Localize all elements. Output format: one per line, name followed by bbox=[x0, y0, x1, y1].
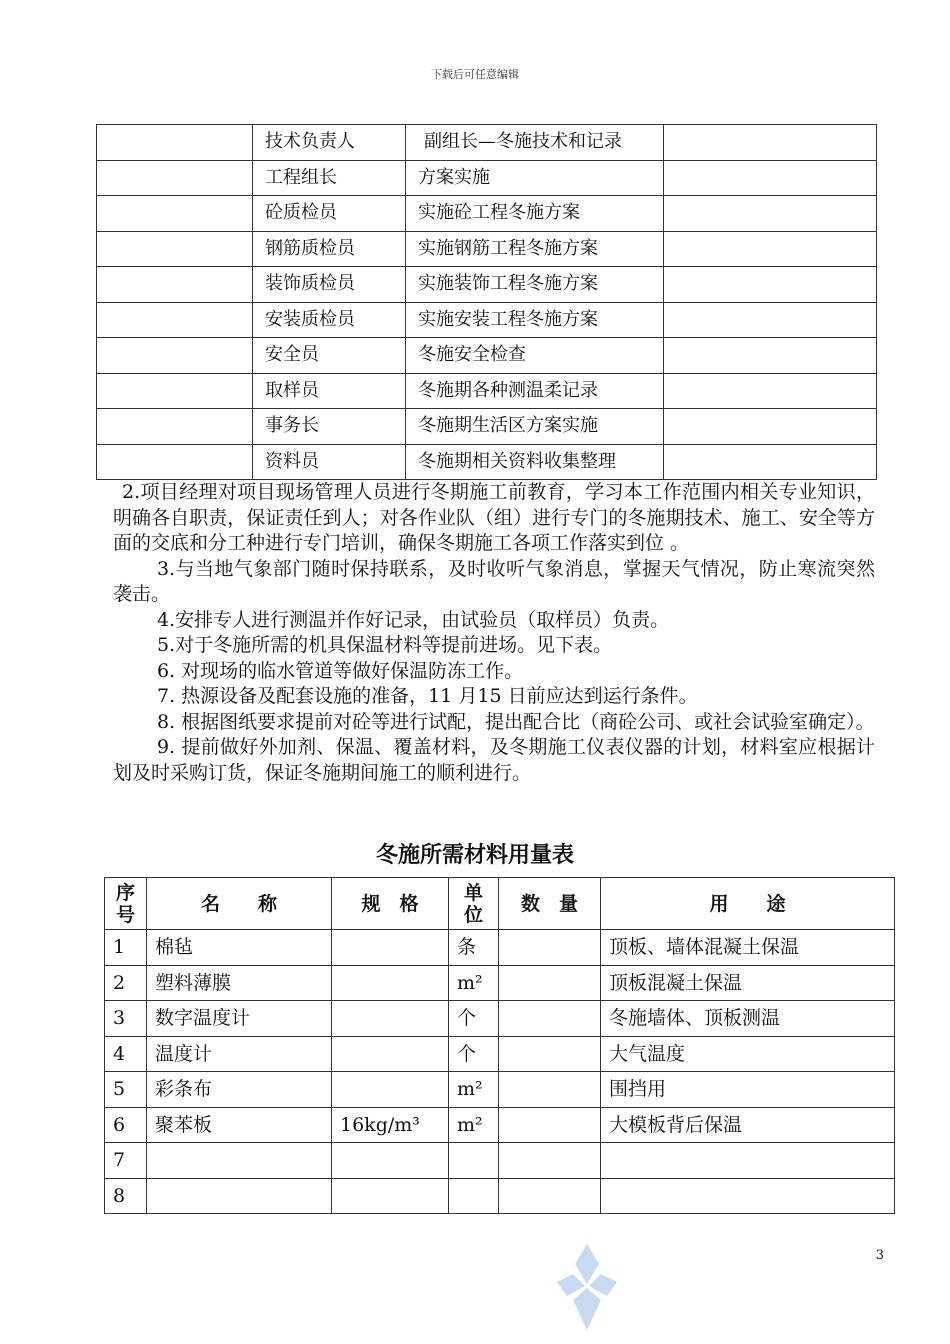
use-cell: 冬施墙体、顶板测温 bbox=[601, 1001, 895, 1037]
unit-cell bbox=[449, 1143, 499, 1179]
table-row bbox=[105, 1107, 895, 1143]
qty-cell bbox=[499, 1107, 601, 1143]
paragraph-9: 9. 提前做好外加剂、保温、覆盖材料，及冬期施工仪表仪器的计划，材料室应根据计划及时采购订货，保证冬施期间施工的顺利进行。 bbox=[113, 736, 875, 784]
paragraph-4: 4.安排专人进行测温并作好记录，由试验员（取样员）负责。 bbox=[157, 608, 670, 631]
spec-cell bbox=[332, 930, 449, 966]
duty-cell: 实施安装工程冬施方案 bbox=[406, 302, 664, 338]
unit-cell: 条 bbox=[449, 930, 499, 966]
table-row bbox=[97, 125, 877, 161]
spec-cell bbox=[332, 965, 449, 1001]
table-row bbox=[105, 1072, 895, 1108]
no-cell: 1 bbox=[105, 930, 147, 966]
qty-cell bbox=[499, 1143, 601, 1179]
duty-cell: 副组长—冬施技术和记录 bbox=[406, 125, 664, 161]
name-cell: 数字温度计 bbox=[147, 1001, 332, 1037]
table-row bbox=[105, 1143, 895, 1179]
page-number: 3 bbox=[875, 1248, 884, 1263]
name-cell bbox=[147, 1143, 332, 1179]
qty-cell bbox=[499, 1072, 601, 1108]
qty-cell bbox=[499, 1036, 601, 1072]
unit-cell: m² bbox=[449, 965, 499, 1001]
organization-table bbox=[96, 124, 877, 480]
duty-cell: 冬施安全检查 bbox=[406, 338, 664, 374]
paragraph-2: 2.项目经理对项目现场管理人员进行冬期施工前教育，学习本工作范围内相关专业知识，明确各自职责，保证责任到人；对各作业队（组）进行专门的冬施期技术、施工、安全等方面的交底和分工种进行专门培训，确保冬期施工各项工作落实到位 。 bbox=[113, 481, 875, 554]
name-cell: 棉毡 bbox=[147, 930, 332, 966]
header-name: 名 称 bbox=[147, 878, 332, 930]
header-unit: 单位 bbox=[449, 878, 499, 930]
paragraph-3: 3.与当地气象部门随时保持联系，及时收听气象消息，掌握天气情况，防止寒流突然袭击。 bbox=[113, 557, 875, 605]
name-cell: 聚苯板 bbox=[147, 1107, 332, 1143]
spec-cell bbox=[332, 1072, 449, 1108]
use-cell: 顶板、墙体混凝土保温 bbox=[601, 930, 895, 966]
materials-table bbox=[104, 877, 895, 1214]
table-row bbox=[105, 1001, 895, 1037]
table-header-row bbox=[105, 878, 895, 930]
duty-cell: 冬施期生活区方案实施 bbox=[406, 409, 664, 445]
qty-cell bbox=[499, 965, 601, 1001]
spec-cell bbox=[332, 1036, 449, 1072]
duty-cell: 实施钢筋工程冬施方案 bbox=[406, 231, 664, 267]
qty-cell bbox=[499, 930, 601, 966]
table-row bbox=[105, 930, 895, 966]
role-cell: 砼质检员 bbox=[253, 196, 406, 232]
header-use: 用 途 bbox=[601, 878, 895, 930]
name-cell: 塑料薄膜 bbox=[147, 965, 332, 1001]
paragraph-7: 7. 热源设备及配套设施的准备，11 月15 日前应达到运行条件。 bbox=[157, 685, 698, 707]
use-cell: 围挡用 bbox=[601, 1072, 895, 1108]
spec-cell: 16kg/m³ bbox=[332, 1107, 449, 1143]
duty-cell: 实施砼工程冬施方案 bbox=[406, 196, 664, 232]
table-row bbox=[97, 373, 877, 409]
role-cell: 技术负责人 bbox=[253, 125, 406, 161]
role-cell: 取样员 bbox=[253, 373, 406, 409]
duty-cell: 冬施期各种测温柔记录 bbox=[406, 373, 664, 409]
role-cell: 资料员 bbox=[253, 444, 406, 480]
duty-cell: 冬施期相关资料收集整理 bbox=[406, 444, 664, 480]
no-cell: 5 bbox=[105, 1072, 147, 1108]
table-row bbox=[97, 231, 877, 267]
header-no: 序号 bbox=[105, 878, 147, 930]
table-row bbox=[105, 965, 895, 1001]
role-cell: 钢筋质检员 bbox=[253, 231, 406, 267]
unit-cell: 个 bbox=[449, 1001, 499, 1037]
header-spec: 规 格 bbox=[332, 878, 449, 930]
body-text bbox=[113, 480, 875, 786]
spec-cell bbox=[332, 1143, 449, 1179]
paragraph-6: 6. 对现场的临水管道等做好保温防冻工作。 bbox=[157, 659, 524, 682]
no-cell: 2 bbox=[105, 965, 147, 1001]
duty-cell: 实施装饰工程冬施方案 bbox=[406, 267, 664, 303]
table-row bbox=[97, 409, 877, 445]
table-row bbox=[105, 1036, 895, 1072]
table-row bbox=[97, 196, 877, 232]
name-cell: 温度计 bbox=[147, 1036, 332, 1072]
no-cell: 7 bbox=[105, 1143, 147, 1179]
use-cell: 顶板混凝土保温 bbox=[601, 965, 895, 1001]
no-cell: 4 bbox=[105, 1036, 147, 1072]
name-cell: 彩条布 bbox=[147, 1072, 332, 1108]
spec-cell bbox=[332, 1001, 449, 1037]
role-cell: 安全员 bbox=[253, 338, 406, 374]
use-cell bbox=[601, 1178, 895, 1214]
snowflake-logo-icon bbox=[555, 1242, 619, 1332]
no-cell: 8 bbox=[105, 1178, 147, 1214]
table-row bbox=[105, 1178, 895, 1214]
page-header-note: 下载后可任意编辑 bbox=[431, 68, 519, 81]
role-cell: 工程组长 bbox=[253, 160, 406, 196]
unit-cell: m² bbox=[449, 1072, 499, 1108]
role-cell: 装饰质检员 bbox=[253, 267, 406, 303]
role-cell: 事务长 bbox=[253, 409, 406, 445]
qty-cell bbox=[499, 1178, 601, 1214]
materials-table-title: 冬施所需材料用量表 bbox=[375, 843, 574, 868]
table-row bbox=[97, 444, 877, 480]
paragraph-5: 5.对于冬施所需的机具保温材料等提前进场。见下表。 bbox=[157, 634, 613, 656]
spec-cell bbox=[332, 1178, 449, 1214]
paragraph-8: 8. 根据图纸要求提前对砼等进行试配，提出配合比（商砼公司、或社会试验室确定）。 bbox=[157, 710, 875, 733]
use-cell bbox=[601, 1143, 895, 1179]
unit-cell: m² bbox=[449, 1107, 499, 1143]
table-row bbox=[97, 302, 877, 338]
unit-cell bbox=[449, 1178, 499, 1214]
table-row bbox=[97, 160, 877, 196]
role-cell: 安装质检员 bbox=[253, 302, 406, 338]
name-cell bbox=[147, 1178, 332, 1214]
qty-cell bbox=[499, 1001, 601, 1037]
header-qty: 数 量 bbox=[499, 878, 601, 930]
use-cell: 大气温度 bbox=[601, 1036, 895, 1072]
use-cell: 大模板背后保温 bbox=[601, 1107, 895, 1143]
unit-cell: 个 bbox=[449, 1036, 499, 1072]
table-row bbox=[97, 338, 877, 374]
no-cell: 3 bbox=[105, 1001, 147, 1037]
no-cell: 6 bbox=[105, 1107, 147, 1143]
duty-cell: 方案实施 bbox=[406, 160, 664, 196]
table-row bbox=[97, 267, 877, 303]
